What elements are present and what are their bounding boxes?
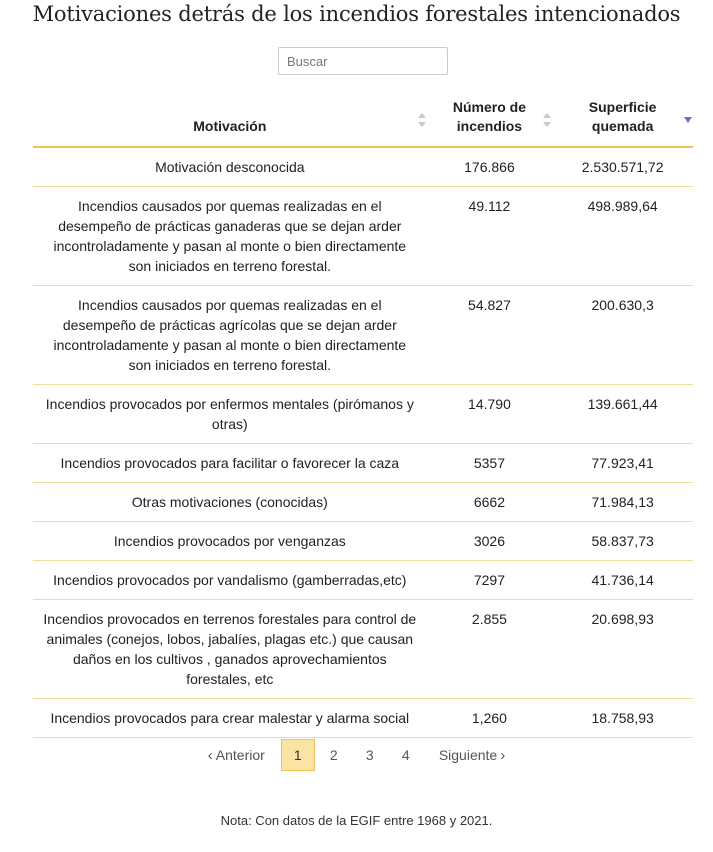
data-table [33, 94, 693, 738]
page-button-3[interactable]: 3 [365, 747, 374, 763]
cell-superficie: 41.736,14 [552, 561, 693, 600]
cell-numero: 54.827 [427, 286, 553, 385]
column-header-superficie[interactable] [552, 94, 693, 147]
cell-superficie: 20.698,93 [552, 600, 693, 699]
sort-arrows-icon [417, 110, 427, 130]
column-header-label: Número de incendios [452, 99, 526, 134]
page-button-1[interactable]: 1 [281, 739, 315, 771]
cell-superficie: 139.661,44 [552, 385, 693, 444]
column-header-label: Superficie quemada [588, 99, 657, 134]
table-row [33, 600, 693, 699]
cell-numero: 176.866 [427, 147, 553, 187]
table-row [33, 699, 693, 738]
table-row [33, 561, 693, 600]
next-page-button[interactable] [433, 739, 514, 771]
table-row [33, 187, 693, 286]
cell-numero: 14.790 [427, 385, 553, 444]
table-row [33, 286, 693, 385]
chevron-right-icon: › [500, 746, 506, 764]
page-title: Motivaciones detrás de los incendios forestales intencionados [32, 2, 681, 26]
column-header-label: Motivación [193, 118, 267, 134]
table-row [33, 483, 693, 522]
cell-motivacion: Incendios provocados para crear malestar y alarma social [33, 699, 427, 738]
table-row [33, 522, 693, 561]
cell-superficie: 498.989,64 [552, 187, 693, 286]
table-row [33, 444, 693, 483]
cell-superficie: 200.630,3 [552, 286, 693, 385]
cell-numero: 5357 [427, 444, 553, 483]
cell-numero: 3026 [427, 522, 553, 561]
footnote: Nota: Con datos de la EGIF entre 1968 y 2021. [220, 813, 493, 828]
cell-motivacion: Incendios provocados para facilitar o favorecer la caza [33, 444, 427, 483]
sort-arrows-icon [542, 110, 552, 130]
cell-motivacion: Motivación desconocida [33, 147, 427, 187]
page-button-2[interactable]: 2 [329, 747, 338, 763]
cell-numero: 49.112 [427, 187, 553, 286]
table-body [33, 147, 693, 738]
cell-superficie: 71.984,13 [552, 483, 693, 522]
previous-page-button[interactable] [199, 739, 271, 771]
cell-motivacion: Incendios causados por quemas realizadas en el desempeño de prácticas agrícolas que se dejan arder incontroladamente y pasan al monte o bien directamente son iniciados en terreno forestal. [33, 286, 427, 385]
page-button-4[interactable]: 4 [401, 747, 410, 763]
cell-superficie: 2.530.571,72 [552, 147, 693, 187]
column-header-motivacion[interactable] [33, 94, 427, 147]
table-row [33, 147, 693, 187]
cell-numero: 2.855 [427, 600, 553, 699]
cell-motivacion: Incendios provocados por venganzas [33, 522, 427, 561]
chevron-left-icon: ‹ [207, 746, 213, 764]
cell-numero: 1,260 [427, 699, 553, 738]
previous-page-label: Anterior [215, 747, 265, 763]
cell-superficie: 18.758,93 [552, 699, 693, 738]
cell-superficie: 77.923,41 [552, 444, 693, 483]
cell-motivacion: Incendios provocados por vandalismo (gamberradas,etc) [33, 561, 427, 600]
next-page-label: Siguiente [438, 747, 498, 763]
search-input[interactable] [278, 47, 448, 75]
cell-motivacion: Incendios provocados por enfermos mentales (pirómanos y otras) [33, 385, 427, 444]
table-row [33, 385, 693, 444]
cell-superficie: 58.837,73 [552, 522, 693, 561]
sort-descending-icon [683, 110, 693, 130]
cell-motivacion: Incendios causados por quemas realizadas en el desempeño de prácticas ganaderas que se dejan arder incontroladamente y pasan al monte o bien directamente son iniciados en terreno forestal. [33, 187, 427, 286]
cell-numero: 6662 [427, 483, 553, 522]
pagination [0, 738, 713, 772]
cell-numero: 7297 [427, 561, 553, 600]
table-header-row [33, 94, 693, 147]
column-header-numero[interactable] [427, 94, 553, 147]
cell-motivacion: Incendios provocados en terrenos forestales para control de animales (conejos, lobos, jabalíes, plagas etc.) que causan daños en los cultivos , ganados aprovechamientos forestales, etc [33, 600, 427, 699]
cell-motivacion: Otras motivaciones (conocidas) [33, 483, 427, 522]
